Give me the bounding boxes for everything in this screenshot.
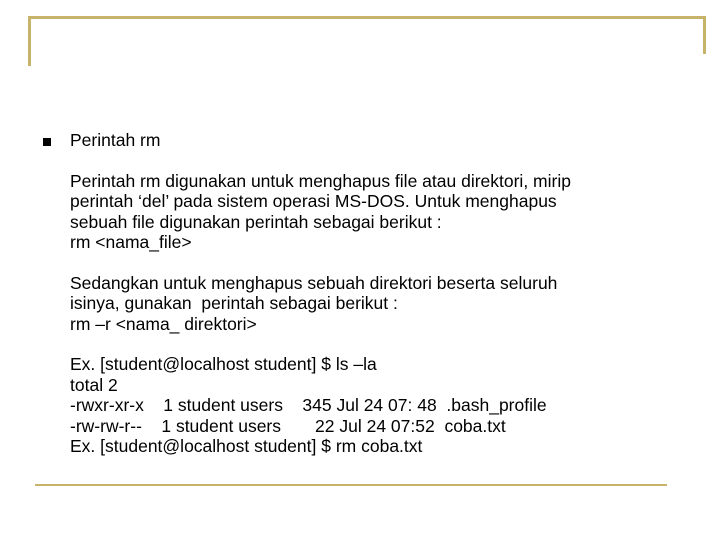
command-syntax-file: rm <nama_file> [70, 232, 192, 252]
command-syntax-directory: rm –r <nama_ direktori> [70, 313, 257, 334]
spacer [70, 334, 690, 354]
spacer [70, 151, 690, 171]
paragraph-line: sebuah file digunakan perintah sebagai berikut : [70, 211, 442, 232]
example-line: total 2 [70, 374, 118, 395]
paragraph-rm-description [70, 171, 690, 253]
paragraph-line: isinya, gunakan perintah sebagai berikut : [70, 293, 398, 313]
example-line: Ex. [student@localhost student] $ rm coba.txt [70, 436, 423, 456]
frame-left-border [28, 16, 31, 66]
frame-bottom-border [35, 484, 667, 486]
paragraph-line: Perintah rm digunakan untuk menghapus file atau direktori, mirip [70, 170, 571, 191]
example-line: -rw-rw-r-- 1 student users 22 Jul 24 07:52 coba.txt [70, 415, 506, 436]
paragraph-rm-directory [70, 273, 690, 335]
slide-heading: Perintah rm [70, 130, 161, 150]
spacer [70, 253, 690, 273]
paragraph-line: Sedangkan untuk menghapus sebuah direktori beserta seluruh [70, 272, 558, 293]
frame-right-border [703, 16, 706, 54]
terminal-example [70, 354, 690, 457]
slide-content [70, 130, 690, 457]
frame-top-border [28, 16, 705, 19]
square-bullet-icon [43, 138, 51, 146]
example-line: Ex. [student@localhost student] $ ls –la [70, 354, 377, 374]
paragraph-line: perintah ‘del’ pada sistem operasi MS-DOS. Untuk menghapus [70, 191, 557, 211]
example-line: -rwxr-xr-x 1 student users 345 Jul 24 07: 48 .bash_profile [70, 395, 547, 415]
